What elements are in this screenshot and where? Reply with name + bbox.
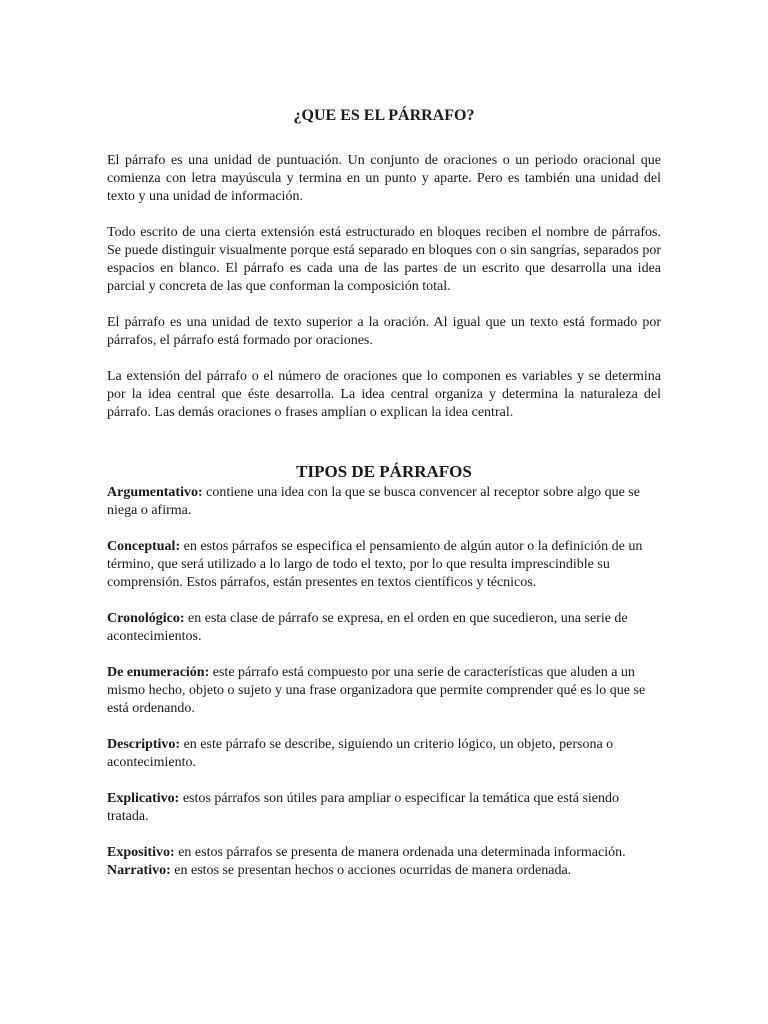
type-term: Conceptual: xyxy=(107,539,181,554)
type-description: en estos se presentan hechos o acciones ocurridas de manera ordenada. xyxy=(170,863,572,878)
type-description: en este párrafo se describe, siguiendo un criterio lógico, un objeto, persona o acontecimiento. xyxy=(107,737,614,770)
type-item-narrativo xyxy=(107,862,661,880)
type-term: De enumeración: xyxy=(107,665,210,680)
type-item-explicativo xyxy=(107,790,661,826)
type-term: Cronológico: xyxy=(107,611,185,626)
type-description: en estos párrafos se especifica el pensamiento de algún autor o la definición de un término, que será utilizado a lo largo de todo el texto, por lo que resulta imprescindible su comprensión. Estos párrafos, están presentes en textos científicos y técnicos. xyxy=(107,539,643,590)
type-description: este párrafo está compuesto por una serie de características que aluden a un mismo hecho, objeto o sujeto y una frase organizadora que permite comprender qué es lo que se está ordenando. xyxy=(107,665,646,716)
type-term: Explicativo: xyxy=(107,791,180,806)
type-description: en estos párrafos se presenta de manera ordenada una determinada información. xyxy=(174,845,626,860)
intro-paragraph: Todo escrito de una cierta extensión está estructurado en bloques reciben el nombre de párrafos. Se puede distinguir visualmente porque está separado en bloques con o sin sangrías, separados por espacios en blanco. El párrafo es cada una de las partes de un escrito que desarrolla una idea parcial y concreta de las que conforman la composición total. xyxy=(107,225,661,294)
type-term: Narrativo: xyxy=(107,863,171,878)
document-title: ¿QUE ES EL PÁRRAFO? xyxy=(293,107,475,124)
type-term: Expositivo: xyxy=(107,845,175,860)
type-item-conceptual xyxy=(107,538,661,592)
type-item-expositivo xyxy=(107,844,661,862)
intro-section xyxy=(107,152,661,440)
intro-paragraph: La extensión del párrafo o el número de oraciones que lo componen es variables y se determina por la idea central que éste desarrolla. La idea central organiza y determina la naturaleza del párrafo. Las demás oraciones o frases amplían o explican la idea central. xyxy=(107,369,661,420)
paragraph-types-list xyxy=(107,484,661,880)
type-item-descriptivo xyxy=(107,736,661,772)
type-item-cronologico xyxy=(107,610,661,646)
type-item-enumeracion xyxy=(107,664,661,718)
type-description: en esta clase de párrafo se expresa, en el orden en que sucedieron, una serie de acontecimientos. xyxy=(107,611,628,644)
intro-paragraph: El párrafo es una unidad de puntuación. Un conjunto de oraciones o un periodo oracional que comienza con letra mayúscula y termina en un punto y aparte. Pero es también una unidad del texto y una unidad de información. xyxy=(107,153,661,204)
type-description: estos párrafos son útiles para ampliar o especificar la temática que está siendo tratada. xyxy=(107,791,620,824)
type-term: Argumentativo: xyxy=(107,485,203,500)
type-item-argumentativo xyxy=(107,484,661,520)
intro-paragraph: El párrafo es una unidad de texto superior a la oración. Al igual que un texto está formado por párrafos, el párrafo está formado por oraciones. xyxy=(107,315,661,348)
section-subtitle: TIPOS DE PÁRRAFOS xyxy=(296,462,472,481)
type-description: contiene una idea con la que se busca convencer al receptor sobre algo que se niega o afirma. xyxy=(107,485,640,518)
type-term: Descriptivo: xyxy=(107,737,181,752)
